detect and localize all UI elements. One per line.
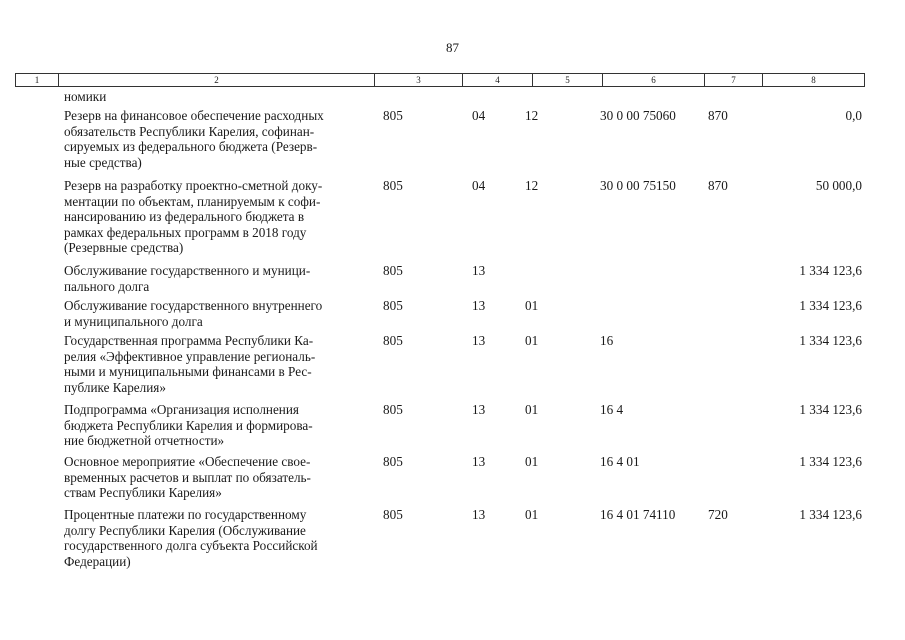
name-line: Резерв на финансовое обеспечение расходных: [64, 108, 324, 123]
row-section-code: 13: [472, 263, 486, 278]
row-type-code: 870: [708, 178, 728, 193]
header-col-2: 2: [58, 74, 374, 86]
name-line: пального долга: [64, 278, 150, 294]
name-line: Основное мероприятие «Обеспечение свое-: [64, 454, 311, 469]
name-line: ние бюджетной отчетности»: [64, 433, 225, 449]
row-section-code: 13: [472, 333, 486, 348]
name-line: сируемых из федерального бюджета (Резерв-: [64, 139, 318, 155]
name-line: рамках федеральных программ в 2018 году: [64, 224, 307, 240]
row-target-code: 16 4 01 74110: [600, 507, 676, 522]
row-name: [64, 402, 374, 449]
row-subsection-code: 01: [525, 454, 539, 469]
name-line: публике Карелия»: [64, 379, 166, 395]
row-target-code: 16: [600, 333, 614, 348]
row-subsection-code: 01: [525, 402, 539, 417]
row-section-code: 13: [472, 402, 486, 417]
name-line: бюджета Республики Карелия и формирова-: [64, 417, 313, 433]
row-admin-code: 805: [383, 402, 403, 417]
header-col-3: 3: [374, 74, 462, 86]
name-line: нансированию из федерального бюджета в: [64, 209, 305, 225]
name-line: Процентные платежи по государственному: [64, 507, 307, 522]
row-amount: 1 334 123,6: [799, 298, 862, 313]
row-section-code: 13: [472, 454, 486, 469]
row-target-code: 30 0 00 75150: [600, 178, 676, 193]
name-line: и муниципального долга: [64, 313, 203, 329]
row-type-code: 870: [708, 108, 728, 123]
row-name: [64, 454, 374, 501]
row-name: [64, 507, 374, 569]
row-subsection-code: 12: [525, 178, 539, 193]
row-amount: 1 334 123,6: [799, 333, 862, 348]
row-name: [64, 333, 374, 395]
row-amount: 0,0: [845, 108, 862, 123]
row-amount: 1 334 123,6: [799, 402, 862, 417]
row-admin-code: 805: [383, 178, 403, 193]
name-line: государственного долга субъекта Российской: [64, 538, 318, 554]
column-number-header: [15, 73, 865, 87]
name-line: номики: [64, 89, 107, 104]
row-target-code: 16 4: [600, 402, 624, 417]
row-section-code: 13: [472, 507, 486, 522]
row-admin-code: 805: [383, 263, 403, 278]
row-subsection-code: 01: [525, 298, 539, 313]
header-col-8: 8: [762, 74, 864, 86]
name-line: Обслуживание государственного и муници-: [64, 263, 311, 278]
header-col-4: 4: [462, 74, 532, 86]
header-col-5: 5: [532, 74, 602, 86]
name-line: Обслуживание государственного внутреннего: [64, 298, 323, 313]
header-col-7: 7: [704, 74, 762, 86]
header-col-6: 6: [602, 74, 704, 86]
row-subsection-code: 01: [525, 333, 539, 348]
row-name: [64, 108, 374, 170]
row-amount: 1 334 123,6: [799, 263, 862, 278]
row-admin-code: 805: [383, 333, 403, 348]
name-line: временных расчетов и выплат по обязатель-: [64, 469, 311, 485]
row-admin-code: 805: [383, 108, 403, 123]
row-type-code: 720: [708, 507, 728, 522]
row-name: [64, 178, 374, 256]
row-name: [64, 89, 374, 105]
row-subsection-code: 01: [525, 507, 539, 522]
row-name: [64, 263, 374, 294]
row-admin-code: 805: [383, 298, 403, 313]
row-admin-code: 805: [383, 454, 403, 469]
page-number: 87: [446, 40, 459, 55]
row-admin-code: 805: [383, 507, 403, 522]
row-name: [64, 298, 374, 329]
row-subsection-code: 12: [525, 108, 539, 123]
row-amount: 1 334 123,6: [799, 454, 862, 469]
name-line: обязательств Республики Карелия, софинан-: [64, 123, 315, 139]
row-section-code: 13: [472, 298, 486, 313]
row-section-code: 04: [472, 108, 486, 123]
name-line: ными и муниципальными финансами в Рес-: [64, 364, 312, 380]
name-line: ментации по объектам, планируемым к софи-: [64, 193, 321, 209]
name-line: (Резервные средства): [64, 240, 184, 256]
row-target-code: 30 0 00 75060: [600, 108, 676, 123]
name-line: Федерации): [64, 553, 131, 569]
row-section-code: 04: [472, 178, 486, 193]
name-line: релия «Эффективное управление региональ-: [64, 348, 316, 364]
name-line: Резерв на разработку проектно-сметной доку-: [64, 178, 323, 193]
name-line: Подпрограмма «Организация исполнения: [64, 402, 299, 417]
name-line: ные средства): [64, 154, 142, 170]
row-amount: 1 334 123,6: [799, 507, 862, 522]
name-line: Государственная программа Республики Ка-: [64, 333, 314, 348]
name-line: долгу Республики Карелия (Обслуживание: [64, 522, 306, 538]
row-amount: 50 000,0: [815, 178, 862, 193]
name-line: ствам Республики Карелия»: [64, 485, 222, 501]
header-col-1: 1: [34, 75, 40, 85]
row-target-code: 16 4 01: [600, 454, 640, 469]
